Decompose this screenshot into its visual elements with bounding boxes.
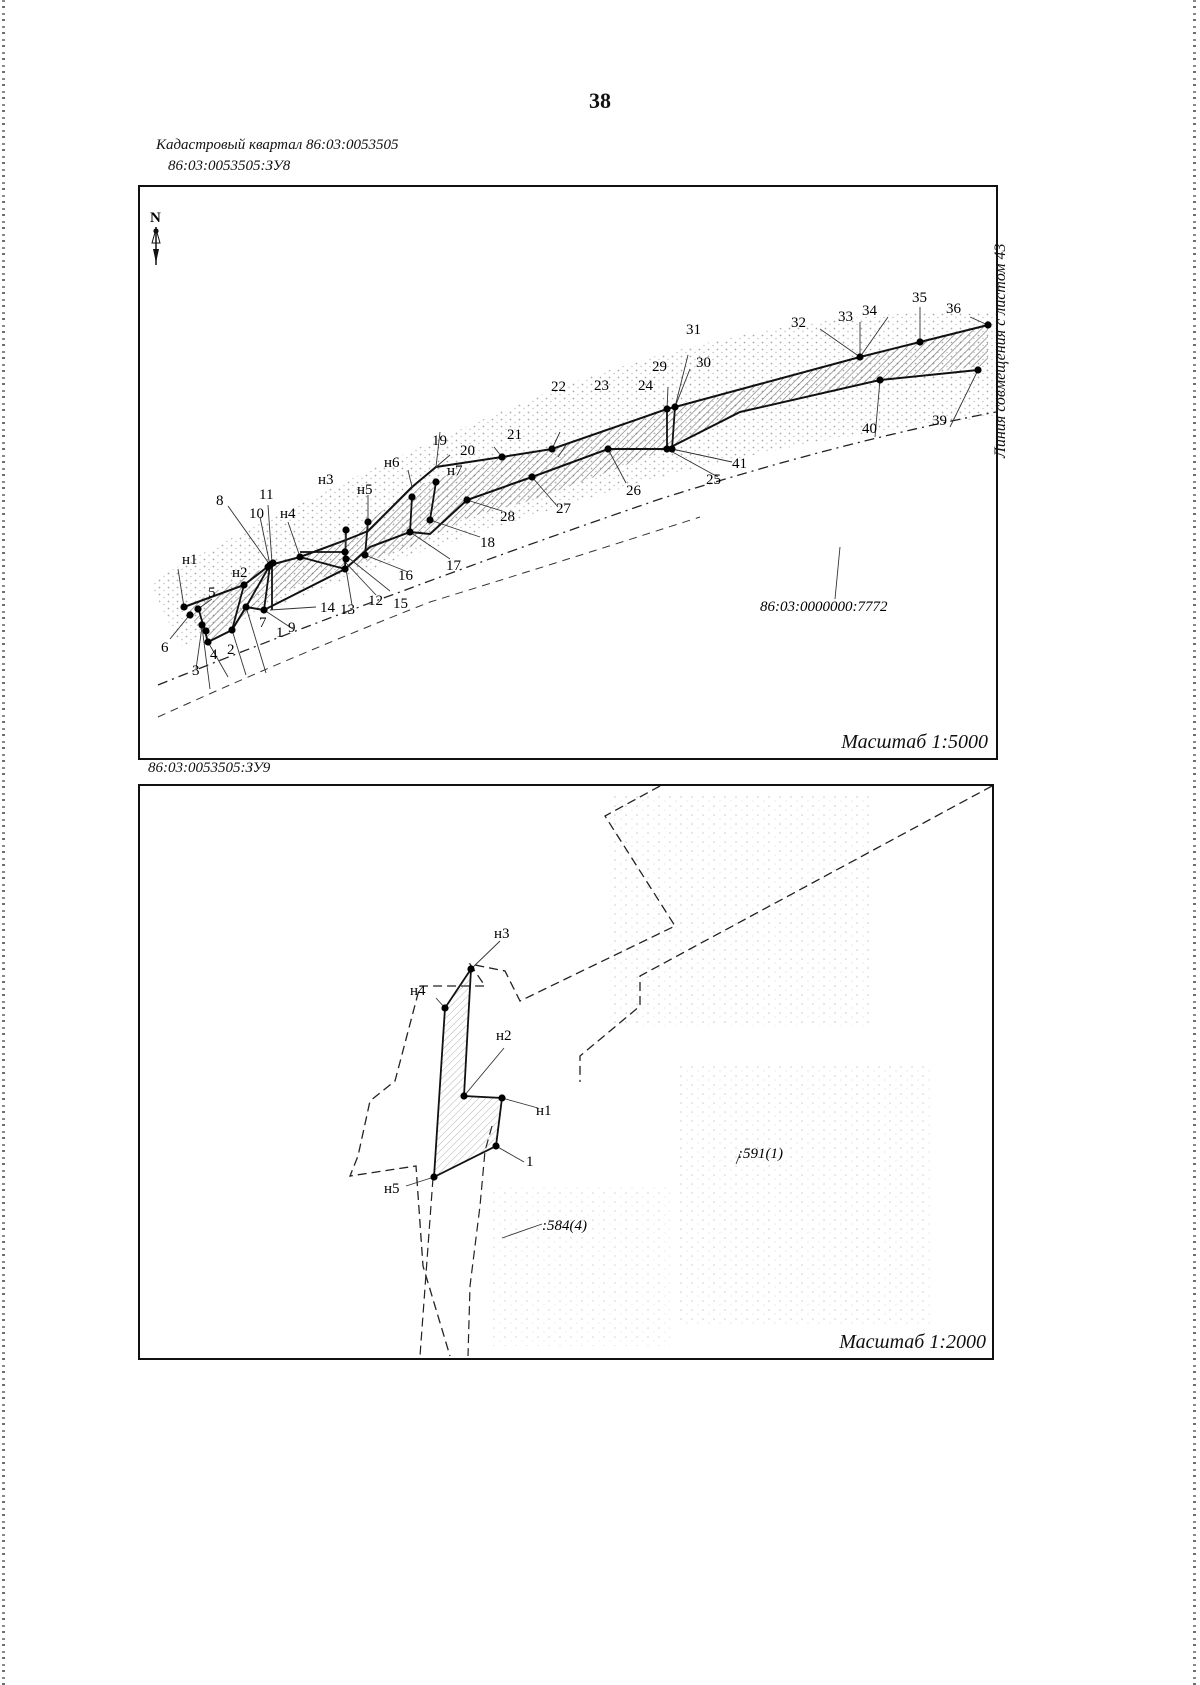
point-label-27: 27 — [556, 501, 571, 517]
point-label-22: 22 — [551, 379, 566, 395]
point-label-31: 31 — [686, 322, 701, 338]
point-label-26: 26 — [626, 483, 641, 499]
point-label-3: 3 — [192, 663, 200, 679]
map-canvas-zu9 — [140, 786, 992, 1358]
point-label-19: 19 — [432, 433, 447, 449]
map-canvas-zu8 — [140, 187, 996, 758]
point-label-25: 25 — [706, 472, 721, 488]
parcel-zu8-title: 86:03:0053505:ЗУ8 — [168, 158, 291, 174]
point-label-5: 5 — [208, 585, 216, 601]
sheet-link-label: Линия совмещения с листом 43 — [992, 243, 1009, 458]
scan-edge-right — [1193, 0, 1196, 1685]
parcel-label-584: :584(4) — [542, 1218, 587, 1234]
point-label-n3: н3 — [318, 472, 334, 488]
point-label-map2-n5: н5 — [384, 1181, 400, 1197]
point-label-8: 8 — [216, 493, 224, 509]
point-label-30: 30 — [696, 355, 711, 371]
parcel-zu9-title: 86:03:0053505:ЗУ9 — [148, 760, 271, 776]
point-label-11: 11 — [259, 487, 274, 503]
point-label-1: 1 — [276, 625, 284, 641]
point-label-13: 13 — [340, 602, 355, 618]
point-label-2: 2 — [227, 642, 235, 658]
point-label-36: 36 — [946, 301, 961, 317]
point-label-map2-n2: н2 — [496, 1028, 512, 1044]
point-label-n5: н5 — [357, 482, 373, 498]
point-label-29: 29 — [652, 359, 667, 375]
point-label-35: 35 — [912, 290, 927, 306]
cadastral-quarter-title: Кадастровый квартал 86:03:0053505 — [156, 137, 399, 153]
scale-label-2000: Масштаб 1:2000 — [839, 1331, 986, 1353]
point-label-18: 18 — [480, 535, 495, 551]
point-label-20: 20 — [460, 443, 475, 459]
point-label-6: 6 — [161, 640, 169, 656]
point-label-33: 33 — [838, 309, 853, 325]
stipple-area-east — [680, 1066, 930, 1326]
point-label-map2-n1: н1 — [536, 1103, 552, 1119]
point-label-n2: н2 — [232, 565, 248, 581]
point-label-10: 10 — [249, 506, 264, 522]
point-label-map2-1: 1 — [526, 1154, 534, 1170]
point-label-map2-n4: н4 — [410, 983, 426, 999]
point-label-16: 16 — [398, 568, 413, 584]
map-panel-zu8 — [138, 185, 998, 760]
point-label-n6: н6 — [384, 455, 400, 471]
point-label-28: 28 — [500, 509, 515, 525]
point-label-40: 40 — [862, 421, 877, 437]
point-label-n7: н7 — [447, 463, 463, 479]
point-label-17: 17 — [446, 558, 461, 574]
point-label-15: 15 — [393, 596, 408, 612]
point-label-23: 23 — [594, 378, 609, 394]
map-panel-zu9 — [138, 784, 994, 1360]
north-label: N — [150, 210, 161, 226]
stipple-area-south — [490, 1186, 670, 1346]
point-label-12: 12 — [368, 593, 383, 609]
stipple-area-north — [610, 796, 870, 1026]
point-label-9: 9 — [288, 620, 296, 636]
point-label-41: 41 — [732, 456, 747, 472]
point-label-34: 34 — [862, 303, 877, 319]
parcel-number-label: 86:03:0000000:7772 — [760, 599, 888, 615]
point-label-n4: н4 — [280, 506, 296, 522]
point-label-7: 7 — [259, 615, 267, 631]
point-label-21: 21 — [507, 427, 522, 443]
point-label-24: 24 — [638, 378, 653, 394]
point-label-14: 14 — [320, 600, 335, 616]
point-label-map2-n3: н3 — [494, 926, 510, 942]
parcel-zu9-hatched — [434, 969, 502, 1177]
road-boundary-dashed-3 — [420, 1178, 433, 1356]
point-label-4: 4 — [210, 647, 218, 663]
parcel-label-591: :591(1) — [738, 1146, 783, 1162]
road-boundary-dashed-2 — [468, 1126, 492, 1356]
north-arrow-icon — [152, 227, 160, 265]
scale-label-5000: Масштаб 1:5000 — [841, 731, 988, 753]
page-number: 38 — [589, 88, 611, 113]
point-label-39: 39 — [932, 413, 947, 429]
point-label-32: 32 — [791, 315, 806, 331]
point-label-n1: н1 — [182, 552, 198, 568]
scan-edge-left — [2, 0, 5, 1685]
